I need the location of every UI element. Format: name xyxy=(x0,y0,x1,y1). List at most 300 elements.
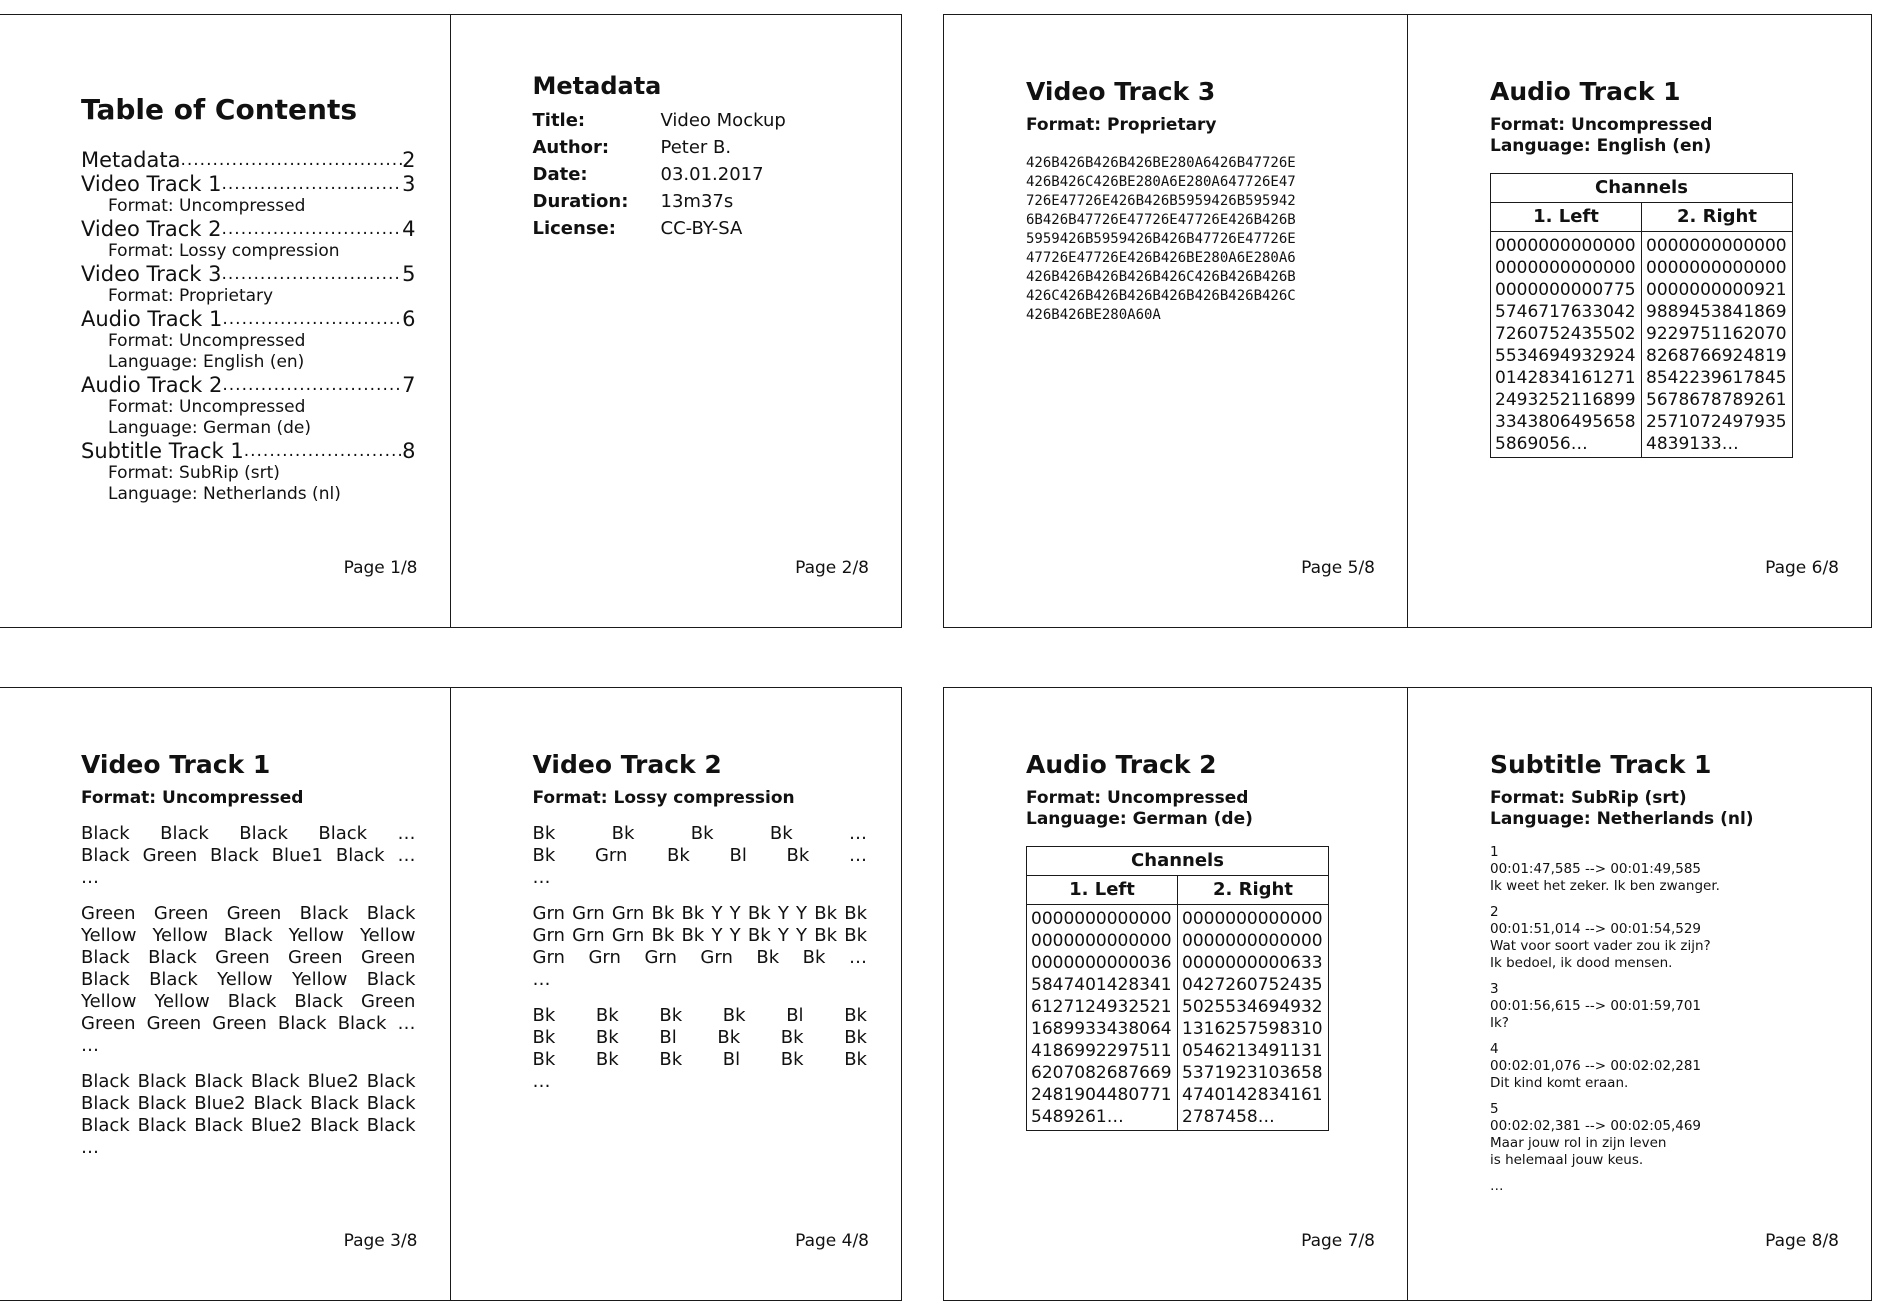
page-title: Video Track 3 xyxy=(1026,77,1216,106)
page-title: Video Track 2 xyxy=(532,750,722,779)
sheet-pages-3-4 xyxy=(0,687,902,1301)
channels-table xyxy=(1026,846,1329,1131)
frame-pixel: Y xyxy=(729,903,741,924)
frame-pixel: Bk xyxy=(690,823,714,844)
subtitle-timing: 00:02:01,076 --> 00:02:02,281 xyxy=(1490,1058,1702,1074)
frame-pixel: Y xyxy=(796,903,808,924)
table-row xyxy=(1491,232,1793,258)
toc-entry-label: Video Track 1 xyxy=(81,172,222,196)
toc-entry-label: Audio Track 2 xyxy=(81,373,223,397)
frame-pixel: Grn xyxy=(532,903,565,924)
frame-block xyxy=(533,1005,868,1093)
toc-leader-dots xyxy=(222,262,403,286)
metadata-row xyxy=(533,188,868,215)
right-channel-value: 5678678789261 xyxy=(1642,389,1793,411)
frame-pixel: Black xyxy=(335,845,385,866)
frame-pixel: Bk xyxy=(659,1049,683,1070)
left-channel-value: 0142834161271 xyxy=(1491,367,1642,389)
metadata-value: 03.01.2017 xyxy=(660,164,764,185)
frame-pixel: Black xyxy=(337,1013,387,1034)
frame-pixel: Bk xyxy=(651,925,675,946)
frame-pixel: Green xyxy=(226,903,282,924)
right-channel-value: 9889453841869 xyxy=(1642,301,1793,323)
frame-pixel: Black xyxy=(310,1115,359,1136)
frame-pixel: Yellow xyxy=(217,969,273,990)
frame-pixel: Black xyxy=(223,925,273,946)
frame-row xyxy=(533,947,868,969)
frame-pixel: … xyxy=(397,845,416,866)
hex-line: 426B426BE280A60A xyxy=(1026,307,1161,323)
right-channel-value: 8542239617845 xyxy=(1642,367,1793,389)
format-label: Format: SubRip (srt) xyxy=(1490,788,1687,808)
page-video-track-1 xyxy=(0,688,450,1300)
frame-pixel: Bk xyxy=(844,1005,867,1026)
hex-line: 6B426B47726E47726E47726E426B426B xyxy=(1026,212,1296,228)
format-label: Format: Uncompressed xyxy=(1026,788,1249,808)
frame-row xyxy=(81,1071,416,1093)
format-label: Format: Uncompressed xyxy=(1490,115,1713,135)
frame-pixel: Black xyxy=(194,1071,243,1092)
hex-dump xyxy=(1026,154,1373,325)
frame-pixel: Green xyxy=(215,947,270,968)
right-channel-value: 2571072497935 xyxy=(1642,411,1793,433)
hex-line: 426B426C426BE280A6E280A647726E47 xyxy=(1026,174,1296,190)
frame-pixel: Yellow xyxy=(81,991,137,1012)
right-channel-value: 0000000000000 xyxy=(1178,930,1329,952)
toc-entry-page: 7 xyxy=(402,373,416,397)
right-channel-value: 4839133… xyxy=(1642,433,1793,458)
left-channel-value: 6127124932521 xyxy=(1027,996,1178,1018)
frame-pixel: Bk xyxy=(814,925,838,946)
right-channel-value: 8268766924819 xyxy=(1642,345,1793,367)
frame-pixel: Bk xyxy=(769,823,793,844)
toc-list xyxy=(81,148,416,505)
frame-pixel: Bk xyxy=(532,1005,556,1026)
page-subtitle-track-1 xyxy=(1407,688,1871,1300)
toc-entry-label: Audio Track 1 xyxy=(81,307,223,331)
format-label: Format: Lossy compression xyxy=(532,788,795,808)
frame-pixel: Bk xyxy=(595,1027,619,1048)
table-row xyxy=(1491,433,1793,458)
toc-entry xyxy=(81,217,416,241)
frame-pixel: Black xyxy=(81,1071,130,1092)
page-number: Page 7/8 xyxy=(1301,1231,1375,1251)
column-header-right: 2. Right xyxy=(1642,203,1793,232)
toc-entry xyxy=(81,373,416,397)
frame-row xyxy=(81,1137,416,1159)
frame-pixel: Bk xyxy=(844,925,867,946)
frame-pixel: Black xyxy=(294,991,344,1012)
left-channel-value: 0000000000775 xyxy=(1491,279,1642,301)
left-channel-value: 2493252116899 xyxy=(1491,389,1642,411)
frame-pixel: … xyxy=(81,1035,99,1056)
frame-pixel: Y xyxy=(711,903,723,924)
left-channel-value: 2481904480771 xyxy=(1027,1084,1178,1106)
toc-entry xyxy=(81,307,416,331)
frame-pixel: … xyxy=(81,867,99,888)
page-video-track-2 xyxy=(450,688,902,1300)
frame-pixel: Grn xyxy=(572,925,605,946)
frame-block xyxy=(81,823,416,889)
table-row xyxy=(1491,367,1793,389)
frame-pixel: Black xyxy=(253,1093,303,1114)
toc-leader-dots xyxy=(222,373,402,397)
metadata-key: Author: xyxy=(532,137,610,158)
toc-leader-dots xyxy=(222,217,403,241)
table-row xyxy=(1491,301,1793,323)
frame-pixel: Black xyxy=(81,1093,130,1114)
left-channel-value: 0000000000000 xyxy=(1491,232,1642,258)
frame-pixel: Bk xyxy=(667,845,690,866)
format-label: Format: Proprietary xyxy=(1026,115,1217,135)
table-row xyxy=(1027,974,1329,996)
metadata-value: CC-BY-SA xyxy=(660,218,743,239)
frame-pixel: Bl xyxy=(659,1027,677,1048)
frame-row xyxy=(533,845,868,867)
frame-row xyxy=(81,925,416,947)
right-channel-value: 0427260752435 xyxy=(1178,974,1329,996)
metadata-list xyxy=(533,107,868,242)
frame-pixel: Bk xyxy=(651,903,675,924)
right-channel-value: 1316257598310 xyxy=(1178,1018,1329,1040)
left-channel-value: 7260752435502 xyxy=(1491,323,1642,345)
subtitle-text: Wat voor soort vader zou ik zijn? xyxy=(1490,938,1711,954)
frame-pixel: Black xyxy=(250,1071,300,1092)
table-row xyxy=(1491,279,1793,301)
metadata-key: Date: xyxy=(532,164,588,185)
sheet-pages-5-6 xyxy=(943,14,1872,628)
toc-entry-page: 5 xyxy=(402,262,416,286)
frame-pixel: Blue1 xyxy=(271,845,323,866)
frame-pixel: Grn xyxy=(611,925,645,946)
frame-row xyxy=(81,1115,416,1137)
toc-entry xyxy=(81,439,416,463)
toc-entry-label: Metadata xyxy=(81,148,181,172)
column-header-right: 2. Right xyxy=(1178,876,1329,905)
frame-pixel: Yellow xyxy=(288,925,345,946)
subtitle-text: Ik weet het zeker. Ik ben zwanger. xyxy=(1490,878,1720,894)
left-channel-value: 3343806495658 xyxy=(1491,411,1642,433)
channels-table xyxy=(1490,173,1793,458)
metadata-value: 13m37s xyxy=(660,191,734,212)
subtitle-text: Ik bedoel, ik dood mensen. xyxy=(1490,955,1673,971)
frame-pixel: Bk xyxy=(595,1005,619,1026)
frame-block xyxy=(81,1071,416,1159)
frame-pixel: Blue2 xyxy=(194,1093,246,1114)
hex-line: 426B426B426B426B426C426B426B426B xyxy=(1026,269,1296,285)
frame-row xyxy=(533,1049,868,1071)
left-channel-value: 4186992297511 xyxy=(1027,1040,1178,1062)
metadata-row xyxy=(533,134,868,161)
toc-entry-page: 8 xyxy=(402,439,416,463)
page-title: Metadata xyxy=(532,72,662,100)
frame-pixel: … xyxy=(849,823,867,844)
table-row xyxy=(1491,345,1793,367)
toc-subentry: Format: SubRip (srt) xyxy=(108,463,280,483)
frame-row xyxy=(533,925,868,947)
metadata-row xyxy=(533,107,868,134)
page-title: Audio Track 2 xyxy=(1026,750,1217,779)
frame-pixel: Green xyxy=(360,947,416,968)
frame-row xyxy=(81,991,416,1013)
ellipsis: … xyxy=(1490,1178,1504,1194)
frame-pixel: Green xyxy=(153,903,209,924)
frame-row xyxy=(81,823,416,845)
toc-entry xyxy=(81,262,416,286)
table-row xyxy=(1491,411,1793,433)
page-title: Audio Track 1 xyxy=(1490,77,1681,106)
language-label: Language: Netherlands (nl) xyxy=(1490,809,1754,829)
toc-leader-dots xyxy=(222,172,403,196)
frame-pixel: Bk xyxy=(681,925,705,946)
page-number: Page 1/8 xyxy=(343,558,418,578)
frame-pixel: Bk xyxy=(611,823,635,844)
toc-title: Table of Contents xyxy=(81,93,358,126)
page-metadata xyxy=(450,15,902,627)
page-video-track-3 xyxy=(944,15,1407,627)
column-header-left: 1. Left xyxy=(1027,876,1178,905)
frame-block xyxy=(533,903,868,991)
left-channel-value: 5489261… xyxy=(1027,1106,1178,1131)
frame-pixel: Green xyxy=(81,903,136,924)
page-number: Page 2/8 xyxy=(795,558,869,578)
toc-entry-page: 3 xyxy=(402,172,416,196)
frame-pixel: Blue2 xyxy=(307,1071,359,1092)
frame-row xyxy=(533,1027,868,1049)
table-row xyxy=(1027,1062,1329,1084)
toc-entry-label: Subtitle Track 1 xyxy=(81,439,244,463)
toc-leader-dots xyxy=(222,307,402,331)
subtitle-timing: 00:02:02,381 --> 00:02:05,469 xyxy=(1490,1118,1702,1134)
frame-pixel: Green xyxy=(288,947,343,968)
left-channel-value: 0000000000000 xyxy=(1491,257,1642,279)
frame-row xyxy=(533,969,868,991)
frame-block xyxy=(81,903,416,1057)
subtitle-index: 1 xyxy=(1490,844,1499,860)
frame-pixel: Black xyxy=(239,823,288,844)
left-channel-value: 5847401428341 xyxy=(1027,974,1178,996)
frame-row xyxy=(81,969,416,991)
hex-line: 5959426B5959426B426B47726E47726E xyxy=(1026,231,1296,247)
frame-pixel: … xyxy=(81,1137,99,1158)
frame-pixel: Bk xyxy=(780,1049,804,1070)
toc-subentry: Language: English (en) xyxy=(108,352,305,372)
frame-pixel: Black xyxy=(81,845,130,866)
page-number: Page 5/8 xyxy=(1301,558,1375,578)
subtitle-list xyxy=(1490,844,1837,1169)
frame-row xyxy=(533,867,868,889)
frame-pixel: Bk xyxy=(532,1027,556,1048)
channels-header: Channels xyxy=(1491,174,1793,203)
frame-pixel: Yellow xyxy=(154,991,210,1012)
left-channel-value: 6207082687669 xyxy=(1027,1062,1178,1084)
frame-pixel: Grn xyxy=(700,947,733,968)
frame-pixel: Bk xyxy=(844,903,867,924)
frame-pixel: Black xyxy=(137,1071,187,1092)
frame-pixel: Black xyxy=(81,969,130,990)
frame-row xyxy=(533,1005,868,1027)
metadata-row xyxy=(533,161,868,188)
sheet-pages-1-2 xyxy=(0,14,902,628)
subtitle-entry xyxy=(1490,844,1837,895)
left-channel-value: 5869056… xyxy=(1491,433,1642,458)
frame-row xyxy=(533,823,868,845)
subtitle-text: Maar jouw rol in zijn leven xyxy=(1490,1135,1667,1151)
table-row xyxy=(1027,952,1329,974)
subtitle-index: 5 xyxy=(1490,1101,1499,1117)
page-number: Page 8/8 xyxy=(1765,1231,1839,1251)
subtitle-text: Dit kind komt eraan. xyxy=(1490,1075,1629,1091)
frame-row xyxy=(81,947,416,969)
page-audio-track-2 xyxy=(944,688,1407,1300)
metadata-key: License: xyxy=(532,218,616,239)
right-channel-value: 0000000000000 xyxy=(1178,905,1329,931)
toc-entry xyxy=(81,172,416,196)
right-channel-value: 9229751162070 xyxy=(1642,323,1793,345)
right-channel-value: 0000000000000 xyxy=(1642,232,1793,258)
frame-pixel: Y xyxy=(711,925,723,946)
frame-pixel: Bk xyxy=(780,1027,804,1048)
frame-row xyxy=(81,867,416,889)
frame-pixel: … xyxy=(397,1013,416,1034)
right-channel-value: 0000000000000 xyxy=(1642,257,1793,279)
toc-leader-dots xyxy=(180,148,402,172)
frame-pixel: Grn xyxy=(611,903,645,924)
hex-line: 47726E47726E426B426BE280A6E280A6 xyxy=(1026,250,1296,266)
frame-pixel: Bk xyxy=(786,845,810,866)
frame-row xyxy=(81,903,416,925)
subtitle-entry xyxy=(1490,981,1837,1032)
table-row xyxy=(1027,905,1329,931)
format-label: Format: Uncompressed xyxy=(81,788,304,808)
toc-entry-label: Video Track 2 xyxy=(81,217,222,241)
page-number: Page 4/8 xyxy=(795,1231,869,1251)
metadata-key: Title: xyxy=(532,110,586,131)
metadata-value: Video Mockup xyxy=(660,110,786,131)
toc-leader-dots xyxy=(244,439,402,463)
hex-line: 726E47726E426B426B5959426B595942 xyxy=(1026,193,1296,209)
frame-row xyxy=(81,1093,416,1115)
table-row xyxy=(1491,257,1793,279)
subtitle-index: 2 xyxy=(1490,904,1499,920)
frame-pixel: Y xyxy=(777,903,789,924)
page-number: Page 6/8 xyxy=(1765,558,1839,578)
frame-data xyxy=(533,823,868,1093)
frame-row xyxy=(81,1013,416,1035)
subtitle-text: Ik? xyxy=(1490,1015,1509,1031)
language-label: Language: German (de) xyxy=(1026,809,1253,829)
page-table-of-contents xyxy=(0,15,450,627)
table-row xyxy=(1491,323,1793,345)
frame-row xyxy=(81,1035,416,1057)
frame-pixel: … xyxy=(532,969,551,990)
frame-pixel: Bk xyxy=(532,823,556,844)
frame-pixel: Bk xyxy=(747,903,771,924)
subtitle-entry xyxy=(1490,904,1837,972)
frame-pixel: Blue2 xyxy=(250,1115,303,1136)
left-channel-value: 0000000000000 xyxy=(1027,905,1178,931)
frame-pixel: Bk xyxy=(681,903,705,924)
subtitle-index: 4 xyxy=(1490,1041,1499,1057)
subtitle-index: 3 xyxy=(1490,981,1499,997)
frame-pixel: Black xyxy=(366,1115,416,1136)
frame-pixel: Bk xyxy=(532,1049,556,1070)
frame-pixel: Green xyxy=(360,991,416,1012)
toc-subentry: Format: Lossy compression xyxy=(108,241,340,261)
frame-pixel: Black xyxy=(227,991,277,1012)
toc-entry-label: Video Track 3 xyxy=(81,262,222,286)
left-channel-value: 5746717633042 xyxy=(1491,301,1642,323)
frame-pixel: Bk xyxy=(595,1049,619,1070)
toc-subentry: Format: Uncompressed xyxy=(108,397,306,417)
frame-pixel: Black xyxy=(299,903,349,924)
frame-pixel: Bl xyxy=(722,1049,741,1070)
frame-pixel: Bk xyxy=(717,1027,741,1048)
frame-pixel: … xyxy=(848,845,867,866)
frame-pixel: Black xyxy=(318,823,368,844)
frame-pixel: Black xyxy=(149,969,198,990)
page-title: Subtitle Track 1 xyxy=(1490,750,1712,779)
table-row xyxy=(1027,1084,1329,1106)
toc-subentry: Format: Proprietary xyxy=(108,286,274,306)
frame-pixel: Black xyxy=(194,1115,243,1136)
frame-pixel: Grn xyxy=(644,947,677,968)
frame-pixel: Bk xyxy=(722,1005,746,1026)
toc-entry-page: 6 xyxy=(402,307,416,331)
toc-subentry: Language: German (de) xyxy=(108,418,312,438)
frame-row xyxy=(533,1071,868,1093)
subtitle-timing: 00:01:47,585 --> 00:01:49,585 xyxy=(1490,861,1702,877)
toc-subentry: Format: Uncompressed xyxy=(108,331,306,351)
frame-pixel: Black xyxy=(160,823,209,844)
page-number: Page 3/8 xyxy=(343,1231,418,1251)
table-row xyxy=(1491,389,1793,411)
table-row xyxy=(1027,930,1329,952)
frame-block xyxy=(533,823,868,889)
frame-pixel: Green xyxy=(81,1013,136,1034)
frame-pixel: … xyxy=(532,1071,551,1092)
channels-header: Channels xyxy=(1027,847,1329,876)
frame-pixel: Black xyxy=(366,903,416,924)
right-channel-value: 0546213491131 xyxy=(1178,1040,1329,1062)
hex-line: 426B426B426B426BE280A6426B47726E xyxy=(1026,155,1296,171)
frame-pixel: … xyxy=(397,823,416,844)
frame-pixel: Y xyxy=(777,925,789,946)
frame-pixel: Black xyxy=(366,1093,416,1114)
table-row xyxy=(1027,996,1329,1018)
frame-pixel: Green xyxy=(142,845,198,866)
right-channel-value: 5025534694932 xyxy=(1178,996,1329,1018)
frame-pixel: Green xyxy=(146,1013,202,1034)
left-channel-value: 0000000000036 xyxy=(1027,952,1178,974)
metadata-value: Peter B. xyxy=(660,137,732,158)
subtitle-timing: 00:01:56,615 --> 00:01:59,701 xyxy=(1490,998,1702,1014)
frame-pixel: Black xyxy=(366,1071,416,1092)
frame-pixel: Black xyxy=(366,969,416,990)
metadata-row xyxy=(533,215,868,242)
right-channel-value: 2787458… xyxy=(1178,1106,1329,1131)
hex-line: 426C426B426B426B426B426B426B426C xyxy=(1026,288,1296,304)
frame-pixel: Bl xyxy=(786,1005,804,1026)
frame-pixel: Bk xyxy=(756,947,780,968)
frame-pixel: Yellow xyxy=(291,969,348,990)
frame-pixel: Y xyxy=(796,925,808,946)
page-title: Video Track 1 xyxy=(81,750,271,779)
frame-pixel: Bk xyxy=(747,925,771,946)
page-audio-track-1 xyxy=(1407,15,1871,627)
frame-pixel: Bl xyxy=(729,845,747,866)
subtitle-text: is helemaal jouw keus. xyxy=(1490,1152,1644,1168)
